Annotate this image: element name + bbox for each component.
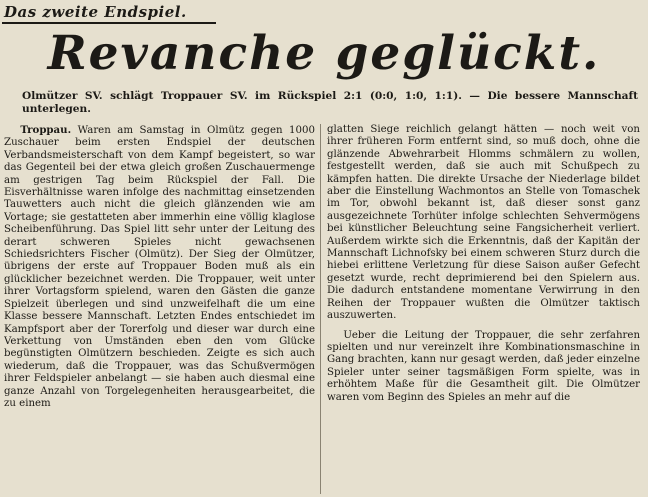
article-paragraph [4,124,315,410]
article-paragraph: Ueber die Leitung der Troppauer, die sehr zerfahren spielten und nur vereinzelt ihre Kombinationsmaschine in Gang brachten, kann nur gesagt werden, daß jeder einzelne Spieler unter seiner tagsmäßigen Form spielte, was in erhöhtem Maße für die Gesamtheit gilt. Die Olmützer waren vom Beginn des Spieles an mehr auf die [327,329,640,403]
kicker-underline [2,22,216,24]
article-column-right [327,124,640,496]
headline: Revanche geglückt. [47,26,601,81]
dateline: Troppau. [20,124,72,136]
article-column-left [4,124,315,496]
paragraph-text: Waren am Samstag in Olmütz gegen 1000 Zuschauer beim ersten Endspiel der deutschen Verbandsmeisterschaft von dem Kampf begeistert, so war das Gegenteil bei der etwa gleich großen Zuschauermenge am gestrigen Tag beim Rückspiel der Fall. Die Eisverhältnisse waren infolge des nachmittag einsetzenden Tauwetters auch nicht die gleich glänzenden wie am Vortage; sie gestatteten aber immerhin eine völlig klaglose Scheibenführung. Das Spiel litt sehr unter der Leitung des derart schweren Spieles nicht gewachsenen Schiedsrichters Fischer (Olmütz). Der Sieg der Olmützer, übrigens der erste auf Troppauer Boden muß als ein glücklicher bezeichnet werden. Die Troppauer, weit unter ihrer Vortagsform spielend, waren den Gästen die ganze Spielzeit überlegen und sind unzweifelhaft die um eine Klasse bessere Mannschaft. Letzten Endes entschiedet im Kampfsport aber der Torerfolg und dieser war durch eine Verkettung von Umständen eben den vom Glücke begünstigten Olmützern beschieden. Zeigte es sich auch wiederum, daß die Troppauer, was das Schußvermögen ihrer Feldspieler anbelangt — sie haben auch diesmal eine ganze Anzahl von Torgelegenheiten herausgearbeitet, die zu einem [4,125,315,409]
article-paragraph: glatten Siege reichlich gelangt hätten — noch weit von ihrer früheren Form entfernt sind, so muß doch, ohne die glänzende Abwehrarbeit Hlomms schmälern zu wollen, festgestellt werden, daß sie auch mit Schußpech zu kämpfen hatten. Die direkte Ursache der Niederlage bildet aber die Einstellung Wachmontos an Stelle von Tomaschek im Tor, obwohl bekannt ist, daß dieser sonst ganz ausgezeichnete Torhüter infolge schlechten Sehvermögens bei künstlicher Beleuchtung seine Fangsicherheit verliert. Außerdem wirkte sich die Erkenntnis, daß der Kapitän der Mannschaft Lichnofsky bei einem schweren Sturz durch die hiebei erlittene Verletzung für diese Saison außer Gefecht gesetzt wurde, recht deprimierend bei den Spielern aus. Die dadurch entstandene momentane Verwirrung in den Reihen der Troppauer wußten die Olmützer taktisch auszuwerten. [327,124,640,322]
column-divider [320,124,321,494]
section-kicker: Das zweite Endspiel. [4,3,187,21]
subheadline: Olmützer SV. schlägt Troppauer SV. im Rückspiel 2:1 (0:0, 1:0, 1:1). — Die bessere Mannschaft unterlegen. [22,90,638,115]
